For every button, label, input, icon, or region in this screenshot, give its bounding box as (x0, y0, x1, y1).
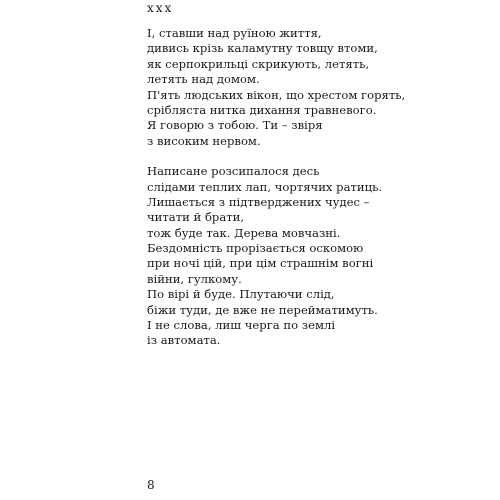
poem-line: дивись крізь каламутну товщу втоми, (147, 41, 378, 56)
poem-line: при ночі цій, при цім страшнім вогні (147, 256, 374, 271)
poem-line: сріблястa нитка дихання травневого. (147, 102, 377, 117)
stanza-1 (147, 26, 477, 149)
page-number: 8 (147, 478, 155, 492)
poem-line: з високим нервом. (147, 133, 261, 148)
poem-line: Бездомність прорізається оскомою (147, 241, 364, 256)
poem-line: Я говорю з тобою. Ти – звіря (147, 118, 323, 133)
stanza-2 (147, 164, 477, 349)
poem-heading: xxx (147, 1, 174, 15)
poem-line: біжи туди, де вже не перейматимуть. (147, 302, 378, 317)
poem-line: із автомата. (147, 333, 221, 348)
poem-line: летять над домом. (147, 72, 260, 87)
poem-line: По вірі й буде. Плутаючи слід, (147, 287, 335, 302)
poem-line: слідами теплих лап, чортячих ратиць. (147, 179, 383, 194)
poem-line: П'ять людських вікон, що хрестом горять, (147, 87, 406, 102)
poem-line: війни, гулкому. (147, 271, 242, 286)
poem-line: І, ставши над руїною життя, (147, 26, 322, 40)
poem-line: І не слова, лиш черга по землі (147, 318, 336, 333)
poem-line: тож буде так. Дерева мовчазні. (147, 225, 341, 240)
poem-line: як серпокрильці скрикують, летять, (147, 56, 370, 71)
poem-line: читати й брати, (147, 210, 245, 225)
poem-line: Лишається з підтверджених чудес – (147, 194, 370, 209)
poem-body (147, 26, 477, 349)
poem-line: Написане розсипалося десь (147, 164, 320, 179)
